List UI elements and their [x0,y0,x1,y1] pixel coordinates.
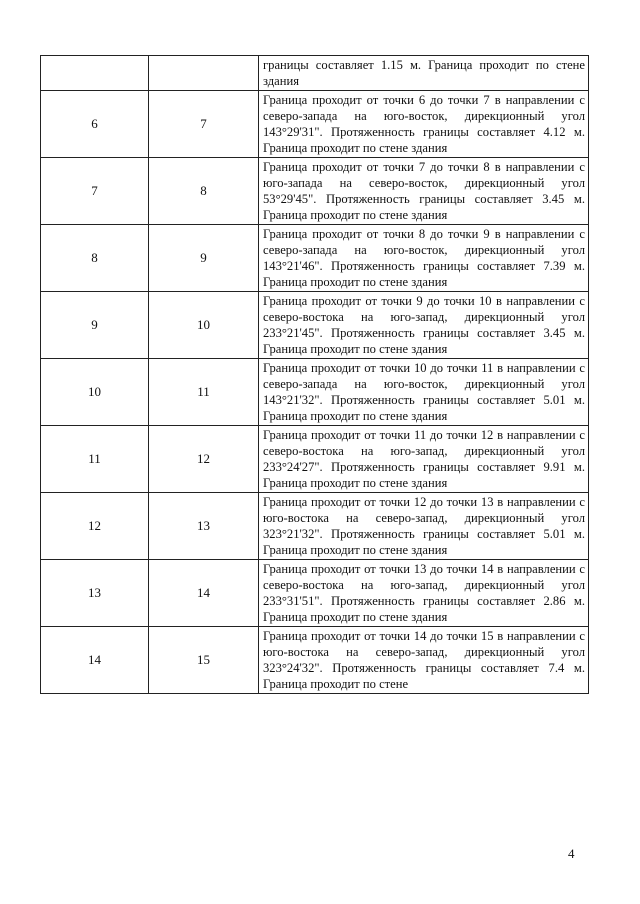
boundary-description-cell: Граница проходит от точки 11 до точки 12 в направлении с северо-востока на юго-запад, дирекционный угол 233°24'27". Протяженность границы составляет 9.91 м. Граница проходит по стене здания [259,426,589,493]
table-row [41,158,589,225]
point-to-cell: 13 [149,493,259,560]
point-from-cell: 8 [41,225,149,292]
point-to-cell: 7 [149,91,259,158]
point-from-cell: 12 [41,493,149,560]
boundary-description-cell: Граница проходит от точки 6 до точки 7 в направлении с северо-запада на юго-восток, дирекционный угол 143°29'31". Протяженность границы составляет 4.12 м. Граница проходит по стене здания [259,91,589,158]
table-row [41,426,589,493]
point-to-cell: 15 [149,627,259,694]
point-from-cell: 6 [41,91,149,158]
point-to-cell: 14 [149,560,259,627]
point-to-cell: 9 [149,225,259,292]
table-body [41,56,589,694]
table-row [41,292,589,359]
table-row [41,359,589,426]
point-from-cell: 10 [41,359,149,426]
boundary-description-cell: границы составляет 1.15 м. Граница проходит по стене здания [259,56,589,91]
point-from-cell [41,56,149,91]
boundary-description-cell: Граница проходит от точки 9 до точки 10 в направлении с северо-востока на юго-запад, дирекционный угол 233°21'45". Протяженность границы составляет 3.45 м. Граница проходит по стене здания [259,292,589,359]
point-from-cell: 14 [41,627,149,694]
point-from-cell: 7 [41,158,149,225]
table-row [41,560,589,627]
table-row [41,627,589,694]
boundary-description-table [40,55,589,694]
point-from-cell: 9 [41,292,149,359]
page-number: 4 [568,846,575,861]
point-from-cell: 11 [41,426,149,493]
boundary-description-cell: Граница проходит от точки 12 до точки 13 в направлении с юго-востока на северо-запад, дирекционный угол 323°21'32". Протяженность границы составляет 5.01 м. Граница проходит по стене здания [259,493,589,560]
point-to-cell: 10 [149,292,259,359]
boundary-description-cell: Граница проходит от точки 14 до точки 15 в направлении с юго-востока на северо-запад, дирекционный угол 323°24'32". Протяженность границы составляет 7.4 м. Граница проходит по стене [259,627,589,694]
table-row [41,225,589,292]
boundary-description-cell: Граница проходит от точки 10 до точки 11 в направлении с северо-запада на юго-восток, дирекционный угол 143°21'32". Протяженность границы составляет 5.01 м. Граница проходит по стене здания [259,359,589,426]
point-from-cell: 13 [41,560,149,627]
table-row [41,493,589,560]
boundary-description-table-container [40,55,588,694]
point-to-cell [149,56,259,91]
table-row [41,56,589,91]
point-to-cell: 8 [149,158,259,225]
boundary-description-cell: Граница проходит от точки 7 до точки 8 в направлении с юго-запада на северо-восток, дирекционный угол 53°29'45". Протяженность границы составляет 3.45 м. Граница проходит по стене здания [259,158,589,225]
table-row [41,91,589,158]
boundary-description-cell: Граница проходит от точки 13 до точки 14 в направлении с северо-востока на юго-запад, дирекционный угол 233°31'51". Протяженность границы составляет 2.86 м. Граница проходит по стене здания [259,560,589,627]
point-to-cell: 11 [149,359,259,426]
point-to-cell: 12 [149,426,259,493]
boundary-description-cell: Граница проходит от точки 8 до точки 9 в направлении с северо-запада на юго-восток, дирекционный угол 143°21'46". Протяженность границы составляет 7.39 м. Граница проходит по стене здания [259,225,589,292]
